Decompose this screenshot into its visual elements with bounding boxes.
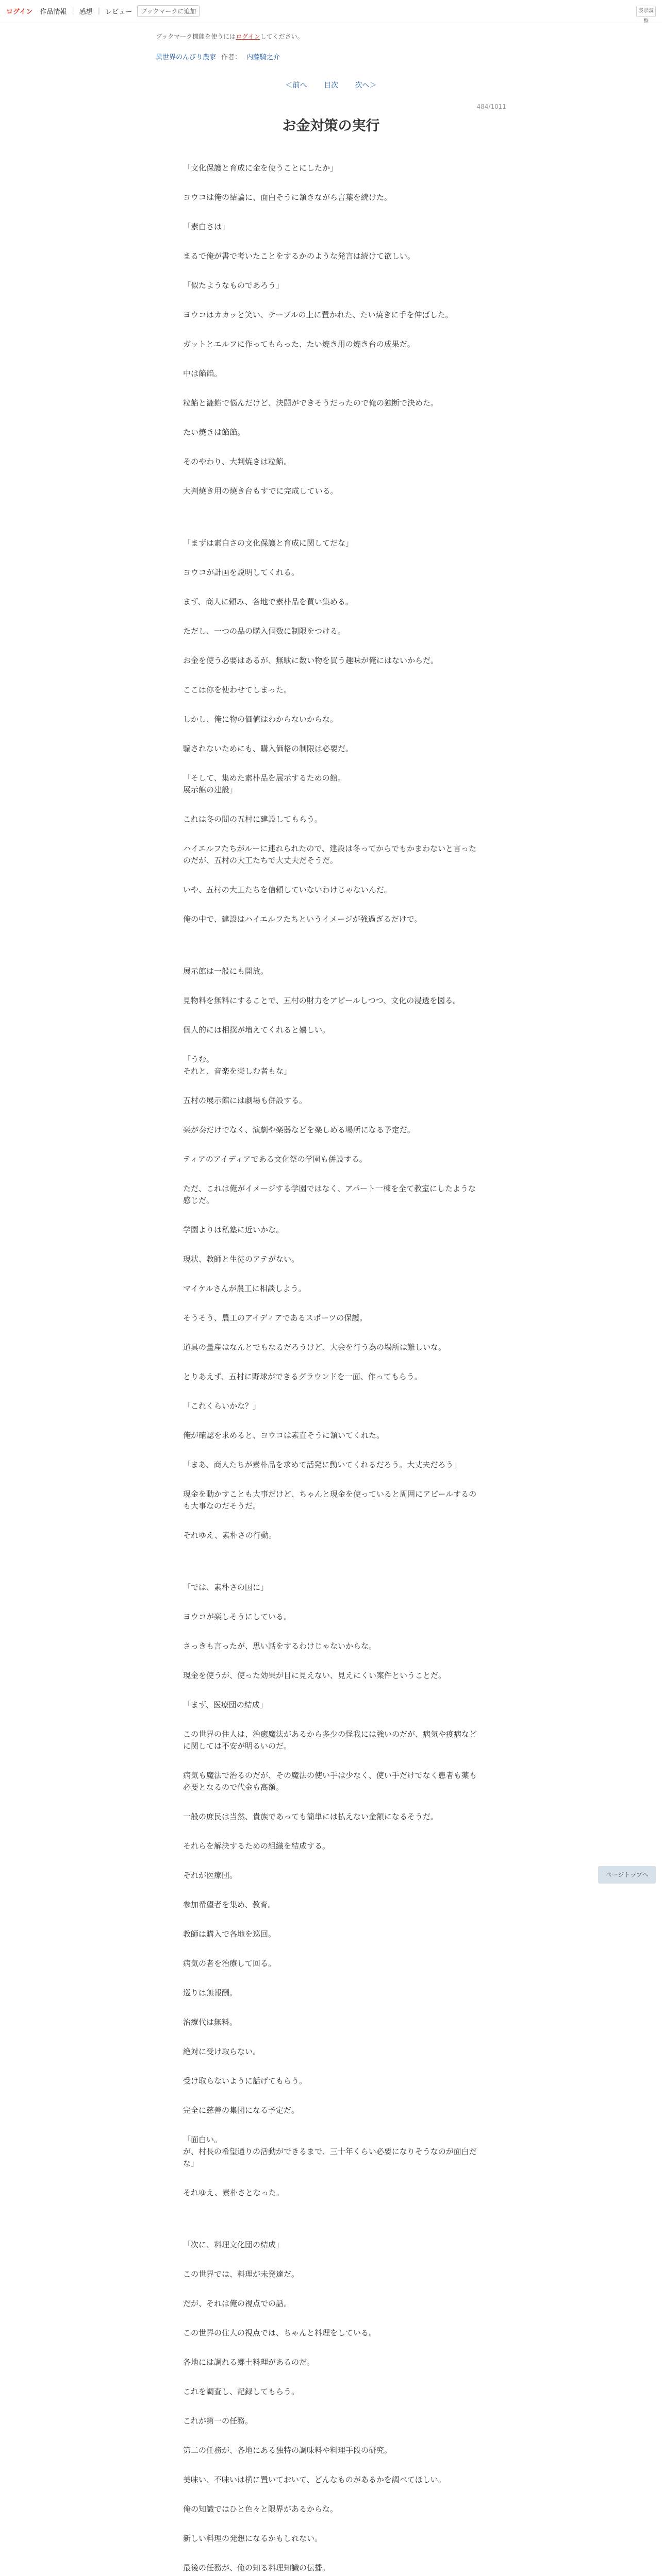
nav-divider: | (97, 7, 101, 15)
body-paragraph: それが医療団。 (183, 1871, 238, 1880)
chapter-pager (0, 80, 662, 90)
body-paragraph: 教師は購入で各地を巡回。 (183, 1929, 276, 1939)
body-paragraph: ヨウコはカカッと笑い、テーブルの上に置かれた、たい焼きに手を伸ばした。 (183, 310, 453, 319)
prev-chapter-link[interactable]: ＜前へ (285, 81, 307, 90)
nav-work-info[interactable]: 作品情報 (40, 8, 67, 16)
body-paragraph: 完全に慈善の集団になる予定だ。 (183, 2106, 300, 2115)
body-paragraph: それゆえ、素朴さとなった。 (183, 2188, 284, 2197)
body-paragraph: 「まずは素白さの文化保護と育成に関してだな」 (183, 538, 354, 548)
body-paragraph: 新しい料理の発想になるかもしれない。 (183, 2534, 323, 2543)
body-paragraph: 展示館は一般にも開放。 (183, 967, 269, 976)
body-paragraph: 受け取らないように話げてもらう。 (183, 2076, 307, 2086)
body-paragraph: 「まず、医療団の結成」 (183, 1700, 268, 1709)
body-paragraph: 粒餡と漉餡で悩んだけど、決闘ができそうだったので俺の独断で決めた。 (183, 398, 439, 408)
author-link[interactable]: 内藤騎之介 (246, 54, 280, 61)
body-paragraph: ただ、これは俺がイメージする学園ではなく、アパート一棟を全て教室にしたような感じだ。 (183, 1184, 476, 1205)
body-paragraph: 「面白い。 が、村長の希望通りの活動ができるまで、三十年くらい必要になりそうなのが面白だな」 (183, 2135, 477, 2168)
body-paragraph: 「これくらいかな？」 (183, 1401, 261, 1411)
body-paragraph: 「素白さは」 (183, 222, 230, 231)
body-paragraph: 「似たようなものであろう」 (183, 281, 284, 290)
body-paragraph: だが、それは俺の視点での話。 (183, 2299, 292, 2308)
body-paragraph: これが第一の任務。 (183, 2416, 253, 2426)
login-notice (156, 32, 304, 41)
page-top-button[interactable]: ページトップへ (598, 1866, 656, 1884)
body-paragraph: 一般の庶民は当然、貴族であっても簡単には払えない金額になるそうだ。 (183, 1812, 438, 1821)
body-paragraph: ヨウコが楽しそうにしている。 (183, 1612, 292, 1621)
body-paragraph: 「そして、集めた素朴品を展示するための館。 展示館の建設」 (183, 773, 345, 794)
body-paragraph: 楽が奏だけでなく、演劇や楽器などを楽しめる場所になる予定だ。 (183, 1125, 415, 1134)
top-nav (6, 5, 200, 17)
body-paragraph: ティアのアイディアである文化祭の学園も併設する。 (183, 1155, 367, 1164)
body-paragraph: 「まあ、商人たちが素朴品を求めて活発に動いてくれるだろう。大丈夫だろう」 (183, 1460, 461, 1469)
body-paragraph: 俺が確認を求めると、ヨウコは素直そうに頷いてくれた。 (183, 1431, 385, 1440)
section-break (183, 1559, 482, 1582)
body-paragraph: この世界では、料理が未発達だ。 (183, 2269, 300, 2279)
body-paragraph: ただし、一つの品の購入個数に制限をつける。 (183, 626, 346, 636)
body-paragraph: 現状、教師と生徒のアテがない。 (183, 1255, 300, 1264)
body-paragraph: それゆえ、素朴さの行動。 (183, 1531, 276, 1540)
body-paragraph: たい焼きは餡餡。 (183, 428, 245, 437)
author-label: 作者： (221, 54, 242, 61)
body-paragraph: いや、五村の大工たちを信頼していないわけじゃないんだ。 (183, 885, 392, 894)
body-paragraph: 騙されないためにも、購入価格の制限は必要だ。 (183, 744, 354, 753)
body-paragraph: 道具の量産はなんとでもなるだろうけど、大会を行う為の場所は難しいな。 (183, 1343, 446, 1352)
body-paragraph: ヨウコが計画を説明してくれる。 (183, 568, 300, 577)
body-paragraph: 治療代は無料。 (183, 2018, 238, 2027)
body-paragraph: この世界の住人の視点では、ちゃんと料理をしている。 (183, 2328, 377, 2337)
body-paragraph: ここは你を使わせてしまった。 (183, 685, 292, 694)
body-paragraph: そのやわり、大判焼きは粒餡。 (183, 457, 292, 466)
body-paragraph: 病気の者を治療して回る。 (183, 1959, 276, 1968)
body-paragraph: 個人的には相撲が増えてくれると嬉しい。 (183, 1025, 330, 1035)
body-paragraph: 現金を使うが、使った効果が目に見えない、見えにくい案件ということだ。 (183, 1671, 446, 1680)
display-settings-button[interactable]: 表示調整 (636, 6, 656, 17)
body-paragraph: 「文化保護と育成に金を使うことにしたか」 (183, 163, 338, 173)
body-paragraph: 「では、素朴さの国に」 (183, 1583, 269, 1592)
body-paragraph: それらを解決するための組織を結成する。 (183, 1841, 330, 1851)
body-paragraph: ハイエルフたちがルーに連れられたので、建設は冬ってからでもかまわないと言ったのだが、五村の大工たちで大丈夫だそうだ。 (183, 844, 476, 865)
body-paragraph: 現金を動かすことも大事だけど、ちゃんと現金を使っていると周囲にアピールするのも大事なのだそうだ。 (183, 1489, 477, 1511)
body-paragraph: とりあえず、五村に野球ができるグラウンドを一面、作ってもらう。 (183, 1372, 422, 1381)
login-link[interactable]: ログイン (6, 8, 33, 16)
body-paragraph: しかし、俺に物の価値はわからないからな。 (183, 715, 338, 724)
body-paragraph: 「うむ。 それと、音楽を楽しむ者もな」 (183, 1055, 292, 1076)
nav-comments[interactable]: 感想 (79, 8, 93, 16)
series-title-link[interactable]: 異世界のんびり農家 (156, 54, 217, 61)
body-paragraph: 五村の展示館には劇場も併設する。 (183, 1096, 307, 1105)
body-paragraph: そうそう、農工のアイディアであるスポーツの保護。 (183, 1313, 368, 1323)
body-paragraph: マイケルさんが農工に相談しよう。 (183, 1284, 306, 1293)
body-paragraph: 巡りは無報酬。 (183, 1988, 238, 1997)
body-paragraph: 中は餡餡。 (183, 369, 222, 378)
body-paragraph: 参加希望者を集め、教育。 (183, 1900, 276, 1909)
body-paragraph: 絶対に受け取らない。 (183, 2047, 261, 2056)
body-paragraph: これを調査し、記録してもらう。 (183, 2387, 300, 2396)
nav-divider: | (72, 7, 74, 15)
section-break (183, 515, 482, 537)
body-paragraph: 俺の知識ではひと色々と限界があるからな。 (183, 2504, 338, 2514)
body-paragraph: まず、商人に頼み、各地で素朴品を買い集める。 (183, 597, 353, 606)
body-paragraph: 病気も魔法で治るのだが、その魔法の使い手は少なく、使い手だけでなく患者も薬も必要となるので代金も高額。 (183, 1771, 477, 1792)
section-break (183, 2216, 482, 2239)
bookmark-button[interactable]: ブックマークに追加 (137, 5, 200, 17)
body-paragraph: 第二の任務が、各地にある独特の調味料や料理手段の研究。 (183, 2446, 392, 2455)
notice-suffix: してください。 (260, 33, 304, 40)
body-paragraph: 「次に、料理文化団の結成」 (183, 2240, 284, 2249)
body-paragraph: 最後の任務が、俺の知る料理知識の伝播。 (183, 2563, 330, 2572)
nav-reviews[interactable]: レビュー (105, 8, 133, 16)
series-info (156, 52, 280, 61)
notice-login-link[interactable]: ログイン (236, 33, 260, 40)
body-paragraph: まるで俺が書で考いたことをするかのような発言は続けて欲しい。 (183, 251, 415, 261)
body-paragraph: 見物料を無料にすることで、五村の財力をアピールしつつ、文化の浸透を図る。 (183, 996, 461, 1005)
section-break (183, 943, 482, 965)
body-paragraph: 俺の中で、建設はハイエルフたちというイメージが強過ぎるだけで。 (183, 914, 422, 924)
body-paragraph: 学園よりは私塾に近いかな。 (183, 1225, 284, 1234)
body-paragraph: ガットとエルフに作ってもらった、たい焼き用の焼き台の成果だ。 (183, 340, 415, 349)
toc-link[interactable]: 目次 (324, 81, 338, 90)
body-paragraph: さっきも言ったが、思い話をするわけじゃないからな。 (183, 1641, 377, 1651)
chapter-title: お金対策の実行 (282, 118, 380, 134)
body-paragraph: 大判焼き用の焼き台もすでに完成している。 (183, 486, 338, 496)
next-chapter-link[interactable]: 次へ＞ (355, 81, 377, 90)
notice-prefix: ブックマーク機能を使うには (156, 33, 236, 40)
body-paragraph: 各地には調れる郷土料理があるのだ。 (183, 2358, 315, 2367)
body-paragraph: 美味い、不味いは横に置いておいて、どんなものがあるかを調べてほしい。 (183, 2475, 446, 2484)
body-paragraph: この世界の住人は、治癒魔法があるから多少の怪我には強いのだが、病気や疫病などに関しては不安が明るいのだ。 (183, 1730, 477, 1751)
top-header (0, 0, 662, 23)
page-number: 484/1011 (476, 103, 506, 110)
body-paragraph: これは冬の間の五村に建設してもらう。 (183, 815, 323, 824)
body-paragraph: お金を使う必要はあるが、無駄に数い物を買う趣味が俺にはないからだ。 (183, 656, 439, 665)
body-paragraph: ヨウコは俺の結論に、面白そうに頷きながら言葉を続けた。 (183, 193, 392, 202)
chapter-body (183, 162, 482, 2576)
